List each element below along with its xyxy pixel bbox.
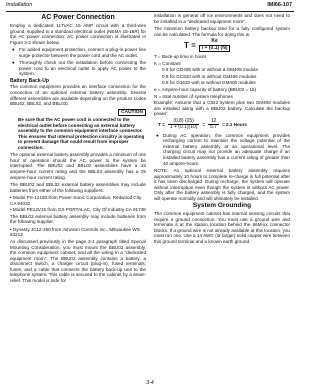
supplier-item: • Model PE12V15 from GS PORTALAC, City Of Industry CA 91748	[10, 207, 146, 213]
bullet-text: For added equipment protection, connect a plug-in power line surge protector between the power cord and the AC outlet.	[19, 47, 146, 58]
system-grounding-paragraph: The common equipment cabinet has internal sensing circuits that require a ground connection. You must use a ground wire and terminate it at the station location behind the 66M-xx connector blocks. If a ground wire is not already available at this location, you must run one. Use a 14 AWG (or larger) solid copper wire between this ground terminal and a known earth ground.	[154, 210, 290, 244]
bullet-item	[12, 60, 146, 77]
battery-heading: Battery Back-Up	[10, 77, 49, 84]
supplier-text: Dynasty JC12-250 from Johnson Controls Inc., Milwaukee WS 53212	[10, 226, 140, 238]
minimum-paragraph: The minimum battery backup time for a fully configured system can be calculated. The formula for doing this is:	[154, 26, 290, 37]
key-e: e = Ampere-hour capacity of battery (BBU02 = 15)	[154, 87, 257, 93]
continued-paragraph: installation in general off ice environments and does not need to be installed in a "dedicated equipment room".	[154, 13, 290, 24]
bullet-item	[156, 133, 290, 166]
supplier-item: • Model PS-12150 from Power-Sonic Corporation, Redwood City CA 94032	[10, 195, 142, 206]
bbl03-paragraph: The BBL03 external battery assembly may include batteries from the following supplier:	[10, 213, 146, 225]
formula-numerator: Ke	[211, 38, 218, 45]
calc-fraction	[208, 119, 219, 131]
formula-denominator: I + (0.1) (N)	[199, 45, 231, 53]
key-n: N = total number of system telephones	[154, 93, 233, 99]
formula-lhs: T =	[184, 40, 196, 50]
constant-value: 0.9 for GD408 with or without a GM408 module	[162, 67, 259, 73]
bbu-supplier-paragraph: The BBU02 and BBL02 external battery assemblies may include batteries from either of the following suppliers:	[10, 182, 146, 193]
caution-text: Be sure that the AC power cord is connected to the electrical outlet before connecting an external battery assembly to the common equipment interface connector. This ensures that internal protection circuitry is operating to prevent damage that could result from improper connection.	[18, 117, 145, 150]
calc-denominator: 5.7	[210, 124, 218, 131]
example-paragraph: Example: Assume that a C822 system plus two GM408 modules are installed along with a BBU02 battery. Calculate the backup power:	[154, 100, 290, 117]
right-column	[154, 13, 290, 246]
constant-value: 0.8 for GC810 with or without GM406 modules	[162, 73, 257, 79]
constant-value: 0.8 for G1632 with or without GM406 modules	[162, 80, 256, 86]
backup-formula	[184, 39, 290, 52]
bullet-text: Thoroughly check out the installation before connecting the power cord to an electrical outlet to apply AC power to the system.	[19, 60, 146, 77]
page-number: 3-4	[146, 380, 154, 386]
example-calculation: T = $\frac{(0.8) (15)}{1 + (0.1)(10)}$ = $\frac{12}{5.7}$ = 2.1 Hours	[158, 117, 247, 131]
calc-numerator: 12	[210, 117, 217, 124]
bullet-icon: ●	[12, 47, 15, 53]
supplier-text: Model PE12V15 from GS PORTALAC, City Of Industry CA 91748	[12, 207, 146, 213]
section-header: Installation	[6, 2, 33, 8]
bullet-item	[12, 47, 146, 58]
calc-denominator: 1 + (0.1)(10)	[169, 124, 198, 131]
bullet-text: During AC operation, the common equipment provides recharging current to maintain the voltage potential of the external battery assembly at an operational level. The charging circuit may not provide an adequate charge if an installed battery assembly has a current rating of greater than 40 ampere-hours.	[163, 132, 290, 166]
calc-fraction	[168, 119, 200, 131]
intro-paragraph: Employ a dedicated 117VAC 15 AMP circuit with a third-wire ground, supplied to a standard electrical outlet (NEMA 15-15R) for the AC power connection. AC power connection is illustrated in Figure 3-2 shown below.	[10, 23, 146, 45]
formula-fraction	[199, 39, 231, 52]
bullet-icon: ●	[12, 60, 15, 66]
calc-result: = 2.1 Hours	[222, 122, 247, 128]
note-paragraph: NOTE: An optional external battery assembly requires approximately 10 hours to complete re-charge in full potential after it has been discharged. During recharge, the system will operate without interruption even though the system is without AC power. Only after the battery assembly is fully charged, and the system will operate normally and will ultimately be installed.	[154, 168, 290, 201]
document-number: IMI66-107	[267, 2, 292, 8]
optional-battery-paragraph: The optional external battery assembly provides a minimum of one hour of operation should the AC power to the system be interrupted. The BBU02 and BBL02 assemblies have a 15 ampere-hour current rating and the BBL03 assembly has a 25 ampere-hour current rating.	[10, 152, 146, 180]
key-t: T = Back-up time in hours	[154, 54, 207, 60]
section-title: AC Power Connection	[41, 14, 115, 21]
key-k: K = Constant	[154, 60, 181, 66]
calc-numerator: (0.8) (15)	[173, 117, 194, 124]
system-grounding-heading: System Grounding	[192, 202, 252, 210]
discussed-paragraph: As discussed previously in the page 3-1 paragraph titled Special Mounting Consideration, you must mount the BBU02 assembly, the common equipment cabinet, and all the wiring in a "dedicated equipment room". The BBU02 assembly contains a battery, a disconnect switch, a charger circuit (plug-in), fused terminals, fuses, and a cable that connects the battery back-up unit to the telephone system. This cable is secured to the cabinet by a strain-relief. This model is safe for	[10, 239, 146, 283]
supplier-item: • Dynasty JC12-250 from Johnson Controls Inc., Milwaukee WS 53212	[10, 226, 140, 238]
battery-intro: The common equipment provides an interface connection for the connection of an optional external battery assembly. Several different assemblies are available depending on the product codes BBU02, BBL02, and BBL03).	[10, 84, 146, 107]
left-column	[10, 13, 146, 285]
bullet-icon: ●	[156, 132, 159, 138]
header-rule	[6, 11, 294, 12]
caution-label: CAUTION	[118, 109, 146, 116]
supplier-text: Model PS-12150 from Power-Sonic Corporation, Redwood City CA 94032	[10, 195, 142, 206]
